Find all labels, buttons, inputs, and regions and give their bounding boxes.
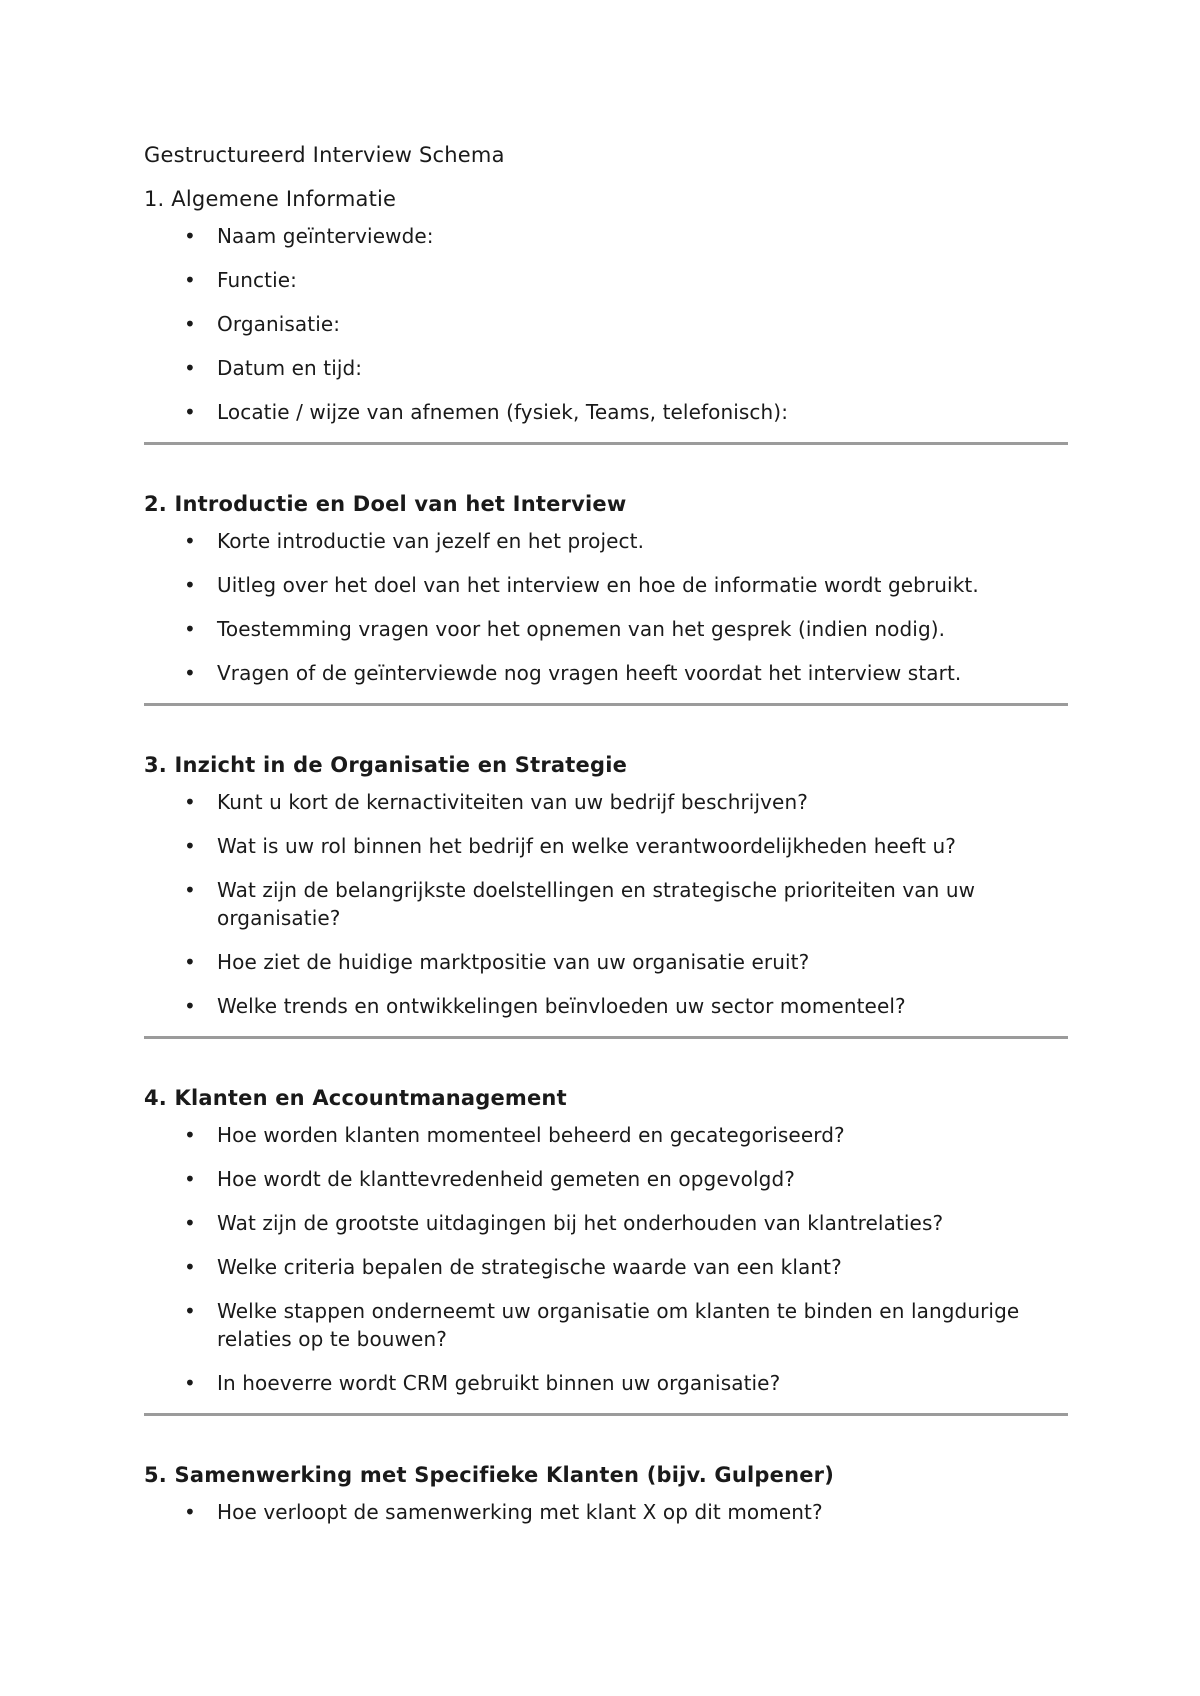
document-page [144,140,1068,1542]
list-item [144,266,1068,294]
bullet-icon: • [184,529,196,553]
bullet-icon: • [184,1371,196,1395]
bullet-icon: • [184,356,196,380]
list-item [144,310,1068,338]
bullet-icon: • [184,617,196,641]
horizontal-divider [144,1036,1068,1039]
list-item [144,615,1068,643]
horizontal-divider [144,442,1068,445]
section-customers-account-management [144,1083,1068,1416]
list-item-text: Kunt u kort de kernactiviteiten van uw bedrijf beschrijven? [217,790,808,814]
bullet-icon: • [184,400,196,424]
bullet-icon: • [184,994,196,1018]
list-item [144,1369,1068,1397]
bullet-icon: • [184,312,196,336]
list-item-text: Wat is uw rol binnen het bedrijf en welke verantwoordelijkheden heeft u? [217,834,957,858]
list-item [144,571,1068,599]
question-list [144,788,1068,1020]
section-introduction [144,489,1068,706]
section-heading: 1. Algemene Informatie [144,187,397,211]
bullet-icon: • [184,1123,196,1147]
bullet-icon: • [184,268,196,292]
list-item-text: Hoe wordt de klanttevredenheid gemeten en opgevolgd? [217,1167,795,1191]
list-item [144,354,1068,382]
list-item [144,222,1068,250]
list-item-text: Hoe worden klanten momenteel beheerd en gecategoriseerd? [217,1123,845,1147]
bullet-icon: • [184,1299,196,1323]
section-heading: 5. Samenwerking met Specifieke Klanten (bijv. Gulpener) [144,1463,835,1487]
section-heading: 4. Klanten en Accountmanagement [144,1086,567,1110]
list-item-text: Wat zijn de grootste uitdagingen bij het onderhouden van klantrelaties? [217,1211,944,1235]
list-item-text: Organisatie: [217,312,341,336]
list-item-text: Hoe verloopt de samenwerking met klant X op dit moment? [217,1500,823,1524]
list-item-text: Functie: [217,268,297,292]
question-list [144,1498,1068,1526]
list-item-text: Naam geïnterviewde: [217,224,434,248]
horizontal-divider [144,1413,1068,1416]
list-item [144,1165,1068,1193]
bullet-icon: • [184,1255,196,1279]
list-item [144,398,1068,426]
horizontal-divider [144,703,1068,706]
bullet-icon: • [184,878,196,902]
list-item [144,659,1068,687]
question-list [144,222,1068,426]
list-item-text: Datum en tijd: [217,356,363,380]
bullet-icon: • [184,661,196,685]
document-title: Gestructureerd Interview Schema [144,143,505,167]
bullet-icon: • [184,1500,196,1524]
list-item [144,1498,1068,1526]
list-item-text: Locatie / wijze van afnemen (fysiek, Teams, telefonisch): [217,400,789,424]
list-item [144,1121,1068,1149]
list-item-text: Hoe ziet de huidige marktpositie van uw organisatie eruit? [217,950,810,974]
list-item [144,832,1068,860]
bullet-icon: • [184,573,196,597]
list-item [144,1209,1068,1237]
list-item-text: Wat zijn de belangrijkste doelstellingen en strategische prioriteiten van uw organisatie? [217,878,976,930]
section-general-info [144,184,1068,445]
list-item [144,992,1068,1020]
list-item [144,1253,1068,1281]
question-list [144,1121,1068,1397]
list-item-text: Vragen of de geïnterviewde nog vragen heeft voordat het interview start. [217,661,962,685]
section-heading: 2. Introductie en Doel van het Interview [144,492,627,516]
list-item [144,1297,1068,1353]
list-item-text: Welke trends en ontwikkelingen beïnvloeden uw sector momenteel? [217,994,906,1018]
list-item-text: Welke criteria bepalen de strategische waarde van een klant? [217,1255,842,1279]
section-organisation-strategy [144,750,1068,1039]
bullet-icon: • [184,950,196,974]
list-item [144,527,1068,555]
list-item [144,876,1068,932]
list-item-text: Toestemming vragen voor het opnemen van het gesprek (indien nodig). [217,617,946,641]
list-item [144,788,1068,816]
bullet-icon: • [184,790,196,814]
list-item-text: In hoeverre wordt CRM gebruikt binnen uw organisatie? [217,1371,781,1395]
bullet-icon: • [184,1167,196,1191]
section-specific-customers [144,1460,1068,1526]
question-list [144,527,1068,687]
bullet-icon: • [184,834,196,858]
bullet-icon: • [184,224,196,248]
section-heading: 3. Inzicht in de Organisatie en Strategie [144,753,628,777]
list-item-text: Uitleg over het doel van het interview en hoe de informatie wordt gebruikt. [217,573,979,597]
bullet-icon: • [184,1211,196,1235]
list-item-text: Korte introductie van jezelf en het project. [217,529,645,553]
list-item-text: Welke stappen onderneemt uw organisatie om klanten te binden en langdurige relaties op te bouwen? [217,1299,1020,1351]
list-item [144,948,1068,976]
